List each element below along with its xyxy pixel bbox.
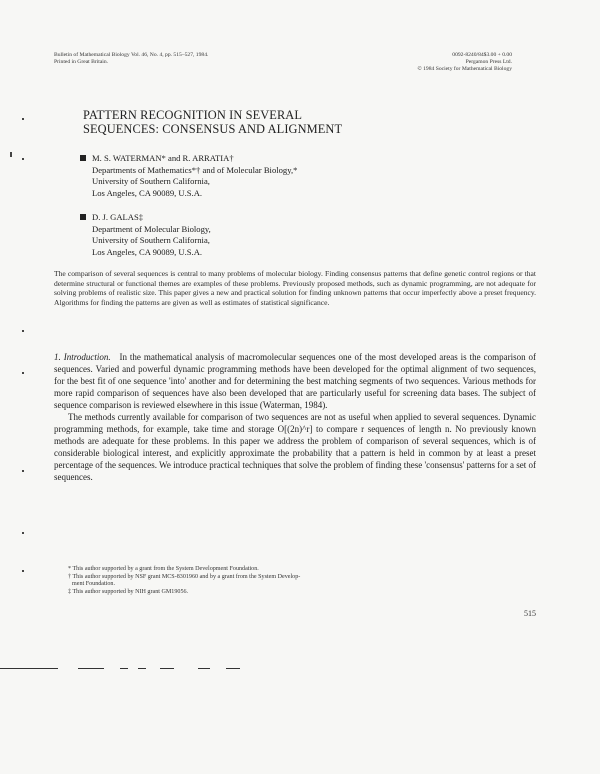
- affiliation-line: Departments of Mathematics*† and of Molecular Biology,*: [92, 164, 298, 175]
- introduction-section: [54, 352, 536, 483]
- author-names-1-text: M. S. WATERMAN* and R. ARRATIA†: [92, 153, 234, 163]
- affiliation-line: University of Southern California,: [92, 176, 210, 186]
- intro-paragraph-2: The methods currently available for comparison of two sequences are not as useful when applied to several sequences. Dynamic programming methods, for example, take time and storage O[(2n)^r] to compare r sequences of length n. No previously known methods are adequate for these problems. In this paper we address the problem of comparison of several sequences, which is of considerable biological interest, and explicitly approximate the probability that a pattern is held in common by at least a preset percentage of the sequences. We introduce practical techniques that solve the problem of finding these 'consensus' patterns for a set of sequences.: [54, 411, 536, 482]
- author-block-2: [80, 212, 400, 258]
- affiliation-line: Los Angeles, CA 90089, U.S.A.: [92, 187, 203, 198]
- journal-header-right: [312, 52, 512, 73]
- scan-dash: [0, 668, 58, 669]
- footnote: ‡ This author supported by NIH grant GM19056.: [68, 588, 189, 595]
- affiliation-line: Los Angeles, CA 90089, U.S.A.: [92, 246, 203, 257]
- scan-mark: [22, 330, 24, 332]
- printed-in: Printed in Great Britain.: [54, 59, 109, 65]
- affiliation-line: Department of Molecular Biology,: [92, 223, 211, 234]
- affiliation-line: University of Southern California,: [92, 235, 210, 245]
- footnote: ment Foundation.: [72, 581, 115, 588]
- intro-paragraph-1: [54, 352, 536, 412]
- scan-dash: [138, 668, 146, 669]
- scan-mark: [22, 118, 24, 120]
- scan-mark: [22, 372, 24, 374]
- scan-dash: [226, 668, 240, 669]
- scan-mark: [22, 158, 24, 160]
- author-block-1: [80, 153, 400, 199]
- scan-dash: [198, 668, 210, 669]
- scan-mark: [22, 532, 24, 534]
- copyright: © 1984 Society for Mathematical Biology: [417, 66, 512, 72]
- title-line-1: PATTERN RECOGNITION IN SEVERAL: [83, 108, 303, 122]
- scan-dash: [160, 668, 174, 669]
- author-names-2: [80, 212, 400, 224]
- footnote: † This author supported by NSF grant MCS-8301960 and by a grant from the System Develop-: [68, 573, 301, 580]
- journal-header-left: [54, 52, 294, 66]
- issn-price: 0092-8240/84$3.00 + 0.00: [452, 52, 512, 58]
- author-names-1: [80, 153, 400, 165]
- scan-mark: [22, 570, 24, 572]
- footnotes: [68, 566, 536, 596]
- publisher: Pergamon Press Ltd.: [465, 59, 512, 65]
- author-names-2-text: D. J. GALAS‡: [92, 212, 144, 222]
- page-number: 515: [524, 609, 536, 618]
- footnote: * This author supported by a grant from the System Development Foundation.: [68, 566, 259, 572]
- scan-dash: [120, 668, 128, 669]
- section-heading: 1. Introduction.: [54, 352, 111, 362]
- scan-mark: [10, 152, 12, 157]
- journal-citation: Bulletin of Mathematical Biology Vol. 46, No. 4, pp. 515–527, 1984.: [54, 52, 209, 58]
- scan-mark: [22, 470, 24, 472]
- paper-title: [83, 108, 423, 136]
- scan-dash: [78, 668, 104, 669]
- square-bullet-icon: [80, 155, 86, 161]
- title-line-2: SEQUENCES: CONSENSUS AND ALIGNMENT: [83, 122, 343, 136]
- square-bullet-icon: [80, 214, 86, 220]
- intro-paragraph-1-text: In the mathematical analysis of macromolecular sequences one of the most developed areas is the comparison of sequences. Varied and powerful dynamic programming methods have been developed for the optimal alignment of two sequences, for the best fit of one sequence 'into' another and for determining the best matching segments of two sequences. Various methods for more rapid comparison of sequences have also been developed that are particularly useful for screening data bases. The subject of sequence comparison is reviewed elsewhere in this issue (Waterman, 1984).: [54, 352, 537, 410]
- abstract: The comparison of several sequences is central to many problems of molecular biology. Finding consensus patterns that define genetic control regions or that determine structural or functional themes are examples of these problems. Previously proposed methods, such as dynamic programming, are not adequate for solving problems of realistic size. This paper gives a new and practical solution for finding unknown patterns that occur imperfectly above a preset frequency. Algorithms for finding the patterns are given as well as estimates of statistical significance.: [54, 269, 536, 307]
